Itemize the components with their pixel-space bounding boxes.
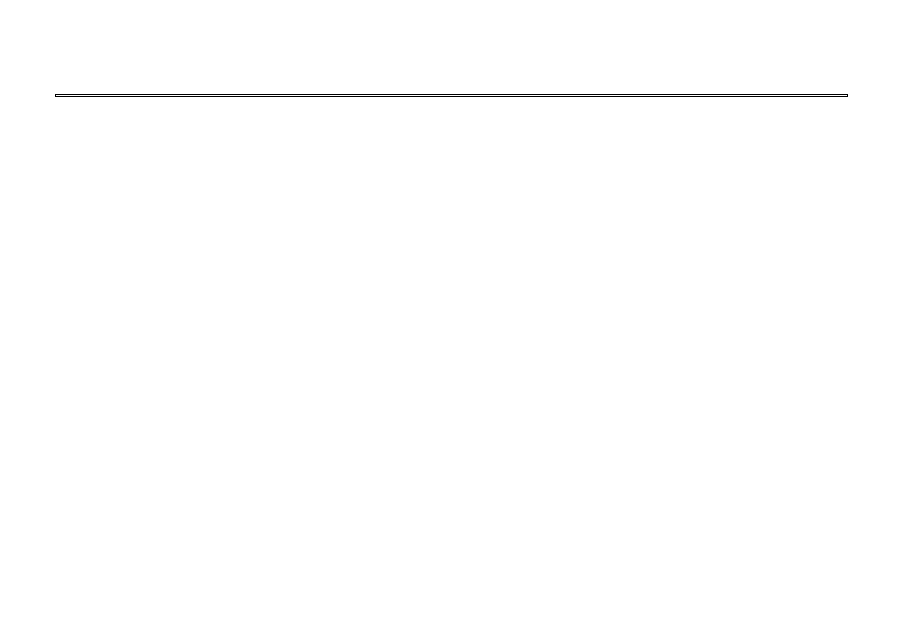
section-header-row <box>56 95 848 97</box>
housing-register-table <box>55 94 848 97</box>
section-title <box>56 95 848 97</box>
